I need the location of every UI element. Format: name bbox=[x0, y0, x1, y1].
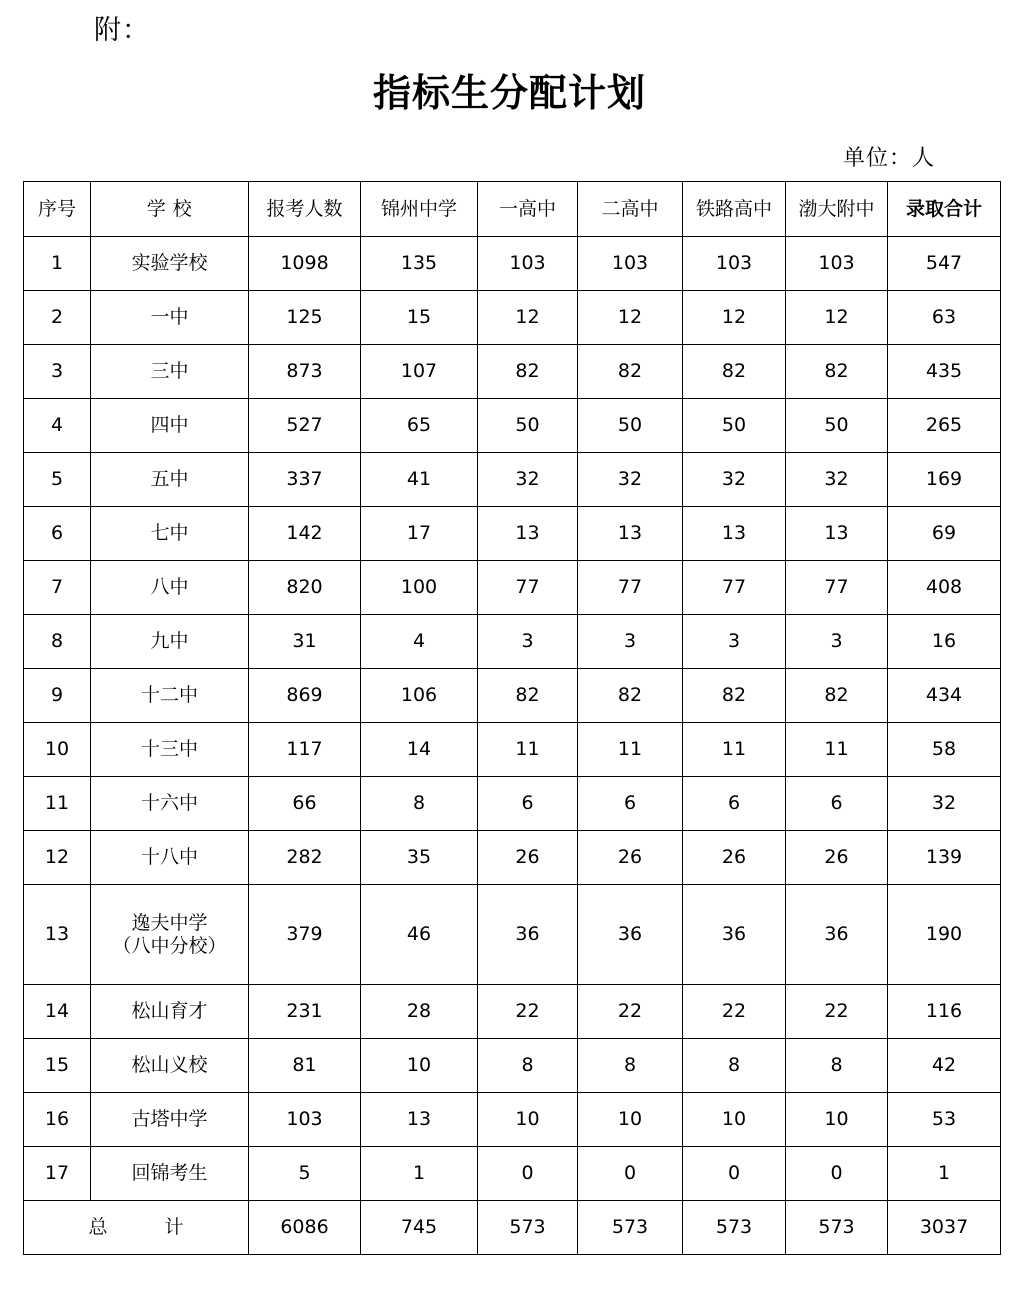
cell-boda: 77 bbox=[786, 561, 888, 615]
cell-school: 十六中 bbox=[91, 777, 249, 831]
table-row bbox=[24, 291, 1001, 345]
table-row bbox=[24, 453, 1001, 507]
cell-ergao: 32 bbox=[578, 453, 683, 507]
cell-total: 63 bbox=[888, 291, 1001, 345]
total-total: 3037 bbox=[888, 1201, 1001, 1255]
cell-tielu: 11 bbox=[683, 723, 786, 777]
cell-total: 435 bbox=[888, 345, 1001, 399]
cell-ergao: 77 bbox=[578, 561, 683, 615]
cell-boda: 32 bbox=[786, 453, 888, 507]
cell-no: 10 bbox=[24, 723, 91, 777]
cell-total: 1 bbox=[888, 1147, 1001, 1201]
cell-total: 32 bbox=[888, 777, 1001, 831]
cell-ergao: 22 bbox=[578, 985, 683, 1039]
cell-ergao: 0 bbox=[578, 1147, 683, 1201]
cell-ergao: 26 bbox=[578, 831, 683, 885]
cell-school: 三中 bbox=[91, 345, 249, 399]
attachment-label: 附： bbox=[94, 15, 150, 46]
table-row bbox=[24, 507, 1001, 561]
cell-school: 十三中 bbox=[91, 723, 249, 777]
cell-applicants: 527 bbox=[249, 399, 361, 453]
unit-label: 单位：人 bbox=[843, 146, 936, 171]
cell-applicants: 873 bbox=[249, 345, 361, 399]
cell-yigao: 26 bbox=[478, 831, 578, 885]
cell-yigao: 77 bbox=[478, 561, 578, 615]
cell-boda: 0 bbox=[786, 1147, 888, 1201]
cell-tielu: 32 bbox=[683, 453, 786, 507]
cell-tielu: 8 bbox=[683, 1039, 786, 1093]
cell-total: 265 bbox=[888, 399, 1001, 453]
cell-total: 547 bbox=[888, 237, 1001, 291]
cell-school: 古塔中学 bbox=[91, 1093, 249, 1147]
cell-yigao: 6 bbox=[478, 777, 578, 831]
cell-yigao: 3 bbox=[478, 615, 578, 669]
cell-tielu: 3 bbox=[683, 615, 786, 669]
cell-no: 12 bbox=[24, 831, 91, 885]
cell-boda: 103 bbox=[786, 237, 888, 291]
cell-ergao: 50 bbox=[578, 399, 683, 453]
cell-applicants: 5 bbox=[249, 1147, 361, 1201]
cell-tielu: 103 bbox=[683, 237, 786, 291]
cell-applicants: 125 bbox=[249, 291, 361, 345]
cell-ergao: 82 bbox=[578, 345, 683, 399]
cell-tielu: 22 bbox=[683, 985, 786, 1039]
cell-applicants: 231 bbox=[249, 985, 361, 1039]
cell-ergao: 3 bbox=[578, 615, 683, 669]
cell-yigao: 32 bbox=[478, 453, 578, 507]
table-row bbox=[24, 1039, 1001, 1093]
table-row bbox=[24, 1093, 1001, 1147]
cell-applicants: 282 bbox=[249, 831, 361, 885]
table-row bbox=[24, 1147, 1001, 1201]
cell-no: 8 bbox=[24, 615, 91, 669]
cell-no: 14 bbox=[24, 985, 91, 1039]
cell-applicants: 66 bbox=[249, 777, 361, 831]
cell-applicants: 1098 bbox=[249, 237, 361, 291]
table-row bbox=[24, 885, 1001, 985]
cell-total: 16 bbox=[888, 615, 1001, 669]
cell-boda: 12 bbox=[786, 291, 888, 345]
cell-jinzhou: 10 bbox=[361, 1039, 478, 1093]
cell-total: 116 bbox=[888, 985, 1001, 1039]
cell-tielu: 82 bbox=[683, 669, 786, 723]
col-header-school: 学 校 bbox=[91, 182, 249, 237]
cell-total: 139 bbox=[888, 831, 1001, 885]
cell-tielu: 36 bbox=[683, 885, 786, 985]
cell-tielu: 0 bbox=[683, 1147, 786, 1201]
cell-jinzhou: 15 bbox=[361, 291, 478, 345]
cell-no: 3 bbox=[24, 345, 91, 399]
cell-total: 434 bbox=[888, 669, 1001, 723]
school-note: （八中分校） bbox=[112, 934, 227, 957]
cell-total: 169 bbox=[888, 453, 1001, 507]
cell-ergao: 82 bbox=[578, 669, 683, 723]
cell-no: 17 bbox=[24, 1147, 91, 1201]
cell-yigao: 103 bbox=[478, 237, 578, 291]
cell-jinzhou: 65 bbox=[361, 399, 478, 453]
table-body bbox=[24, 182, 1001, 1255]
cell-no: 9 bbox=[24, 669, 91, 723]
cell-school bbox=[91, 885, 249, 985]
cell-no: 2 bbox=[24, 291, 91, 345]
school-name: 逸夫中学 bbox=[131, 911, 208, 934]
cell-tielu: 26 bbox=[683, 831, 786, 885]
cell-applicants: 31 bbox=[249, 615, 361, 669]
cell-school: 五中 bbox=[91, 453, 249, 507]
cell-jinzhou: 28 bbox=[361, 985, 478, 1039]
table-row bbox=[24, 399, 1001, 453]
cell-applicants: 820 bbox=[249, 561, 361, 615]
total-jinzhou: 745 bbox=[361, 1201, 478, 1255]
cell-school: 九中 bbox=[91, 615, 249, 669]
totals-row bbox=[24, 1201, 1001, 1255]
cell-total: 42 bbox=[888, 1039, 1001, 1093]
cell-no: 11 bbox=[24, 777, 91, 831]
totals-label: 总 计 bbox=[24, 1201, 249, 1255]
cell-ergao: 12 bbox=[578, 291, 683, 345]
cell-no: 13 bbox=[24, 885, 91, 985]
cell-boda: 6 bbox=[786, 777, 888, 831]
cell-total: 408 bbox=[888, 561, 1001, 615]
col-header-yigao: 一高中 bbox=[478, 182, 578, 237]
cell-jinzhou: 100 bbox=[361, 561, 478, 615]
table-row bbox=[24, 615, 1001, 669]
cell-no: 5 bbox=[24, 453, 91, 507]
table-row bbox=[24, 831, 1001, 885]
cell-school: 十八中 bbox=[91, 831, 249, 885]
table-row bbox=[24, 985, 1001, 1039]
cell-applicants: 869 bbox=[249, 669, 361, 723]
cell-ergao: 36 bbox=[578, 885, 683, 985]
cell-boda: 26 bbox=[786, 831, 888, 885]
cell-yigao: 12 bbox=[478, 291, 578, 345]
cell-tielu: 13 bbox=[683, 507, 786, 561]
cell-no: 16 bbox=[24, 1093, 91, 1147]
cell-jinzhou: 14 bbox=[361, 723, 478, 777]
cell-boda: 22 bbox=[786, 985, 888, 1039]
cell-applicants: 379 bbox=[249, 885, 361, 985]
table-row bbox=[24, 669, 1001, 723]
cell-ergao: 11 bbox=[578, 723, 683, 777]
cell-jinzhou: 41 bbox=[361, 453, 478, 507]
cell-yigao: 82 bbox=[478, 669, 578, 723]
total-boda: 573 bbox=[786, 1201, 888, 1255]
cell-ergao: 103 bbox=[578, 237, 683, 291]
col-header-total: 录取合计 bbox=[888, 182, 1001, 237]
table-row bbox=[24, 345, 1001, 399]
table-row bbox=[24, 777, 1001, 831]
cell-boda: 3 bbox=[786, 615, 888, 669]
cell-ergao: 8 bbox=[578, 1039, 683, 1093]
cell-total: 58 bbox=[888, 723, 1001, 777]
cell-boda: 50 bbox=[786, 399, 888, 453]
cell-jinzhou: 46 bbox=[361, 885, 478, 985]
col-header-ergao: 二高中 bbox=[578, 182, 683, 237]
cell-school: 松山育才 bbox=[91, 985, 249, 1039]
cell-boda: 10 bbox=[786, 1093, 888, 1147]
cell-boda: 82 bbox=[786, 345, 888, 399]
col-header-applicants: 报考人数 bbox=[249, 182, 361, 237]
cell-yigao: 82 bbox=[478, 345, 578, 399]
table-row bbox=[24, 723, 1001, 777]
cell-jinzhou: 13 bbox=[361, 1093, 478, 1147]
cell-boda: 13 bbox=[786, 507, 888, 561]
col-header-boda: 渤大附中 bbox=[786, 182, 888, 237]
cell-applicants: 337 bbox=[249, 453, 361, 507]
cell-applicants: 81 bbox=[249, 1039, 361, 1093]
cell-applicants: 103 bbox=[249, 1093, 361, 1147]
total-applicants: 6086 bbox=[249, 1201, 361, 1255]
cell-jinzhou: 4 bbox=[361, 615, 478, 669]
table-row bbox=[24, 237, 1001, 291]
cell-ergao: 6 bbox=[578, 777, 683, 831]
col-header-jinzhou: 锦州中学 bbox=[361, 182, 478, 237]
cell-jinzhou: 1 bbox=[361, 1147, 478, 1201]
cell-school: 四中 bbox=[91, 399, 249, 453]
cell-tielu: 6 bbox=[683, 777, 786, 831]
cell-no: 6 bbox=[24, 507, 91, 561]
cell-school: 一中 bbox=[91, 291, 249, 345]
cell-tielu: 10 bbox=[683, 1093, 786, 1147]
cell-jinzhou: 106 bbox=[361, 669, 478, 723]
cell-boda: 11 bbox=[786, 723, 888, 777]
cell-school: 松山义校 bbox=[91, 1039, 249, 1093]
col-header-tielu: 铁路高中 bbox=[683, 182, 786, 237]
cell-yigao: 36 bbox=[478, 885, 578, 985]
cell-no: 4 bbox=[24, 399, 91, 453]
cell-tielu: 12 bbox=[683, 291, 786, 345]
cell-school: 回锦考生 bbox=[91, 1147, 249, 1201]
cell-jinzhou: 35 bbox=[361, 831, 478, 885]
cell-ergao: 13 bbox=[578, 507, 683, 561]
cell-total: 53 bbox=[888, 1093, 1001, 1147]
total-yigao: 573 bbox=[478, 1201, 578, 1255]
cell-yigao: 8 bbox=[478, 1039, 578, 1093]
cell-school: 七中 bbox=[91, 507, 249, 561]
cell-yigao: 10 bbox=[478, 1093, 578, 1147]
cell-jinzhou: 17 bbox=[361, 507, 478, 561]
page-title: 指标生分配计划 bbox=[372, 71, 646, 115]
cell-tielu: 50 bbox=[683, 399, 786, 453]
cell-school: 实验学校 bbox=[91, 237, 249, 291]
cell-boda: 36 bbox=[786, 885, 888, 985]
cell-total: 190 bbox=[888, 885, 1001, 985]
cell-no: 15 bbox=[24, 1039, 91, 1093]
col-header-no: 序号 bbox=[24, 182, 91, 237]
cell-applicants: 142 bbox=[249, 507, 361, 561]
cell-ergao: 10 bbox=[578, 1093, 683, 1147]
cell-yigao: 11 bbox=[478, 723, 578, 777]
cell-applicants: 117 bbox=[249, 723, 361, 777]
cell-yigao: 13 bbox=[478, 507, 578, 561]
allocation-table bbox=[23, 181, 1001, 1255]
cell-boda: 8 bbox=[786, 1039, 888, 1093]
cell-total: 69 bbox=[888, 507, 1001, 561]
cell-school: 八中 bbox=[91, 561, 249, 615]
cell-jinzhou: 107 bbox=[361, 345, 478, 399]
cell-yigao: 22 bbox=[478, 985, 578, 1039]
cell-tielu: 77 bbox=[683, 561, 786, 615]
header-row bbox=[24, 182, 1001, 237]
cell-yigao: 50 bbox=[478, 399, 578, 453]
cell-school: 十二中 bbox=[91, 669, 249, 723]
table-row bbox=[24, 561, 1001, 615]
cell-no: 7 bbox=[24, 561, 91, 615]
total-tielu: 573 bbox=[683, 1201, 786, 1255]
cell-yigao: 0 bbox=[478, 1147, 578, 1201]
cell-jinzhou: 135 bbox=[361, 237, 478, 291]
cell-tielu: 82 bbox=[683, 345, 786, 399]
total-ergao: 573 bbox=[578, 1201, 683, 1255]
cell-no: 1 bbox=[24, 237, 91, 291]
cell-jinzhou: 8 bbox=[361, 777, 478, 831]
cell-boda: 82 bbox=[786, 669, 888, 723]
